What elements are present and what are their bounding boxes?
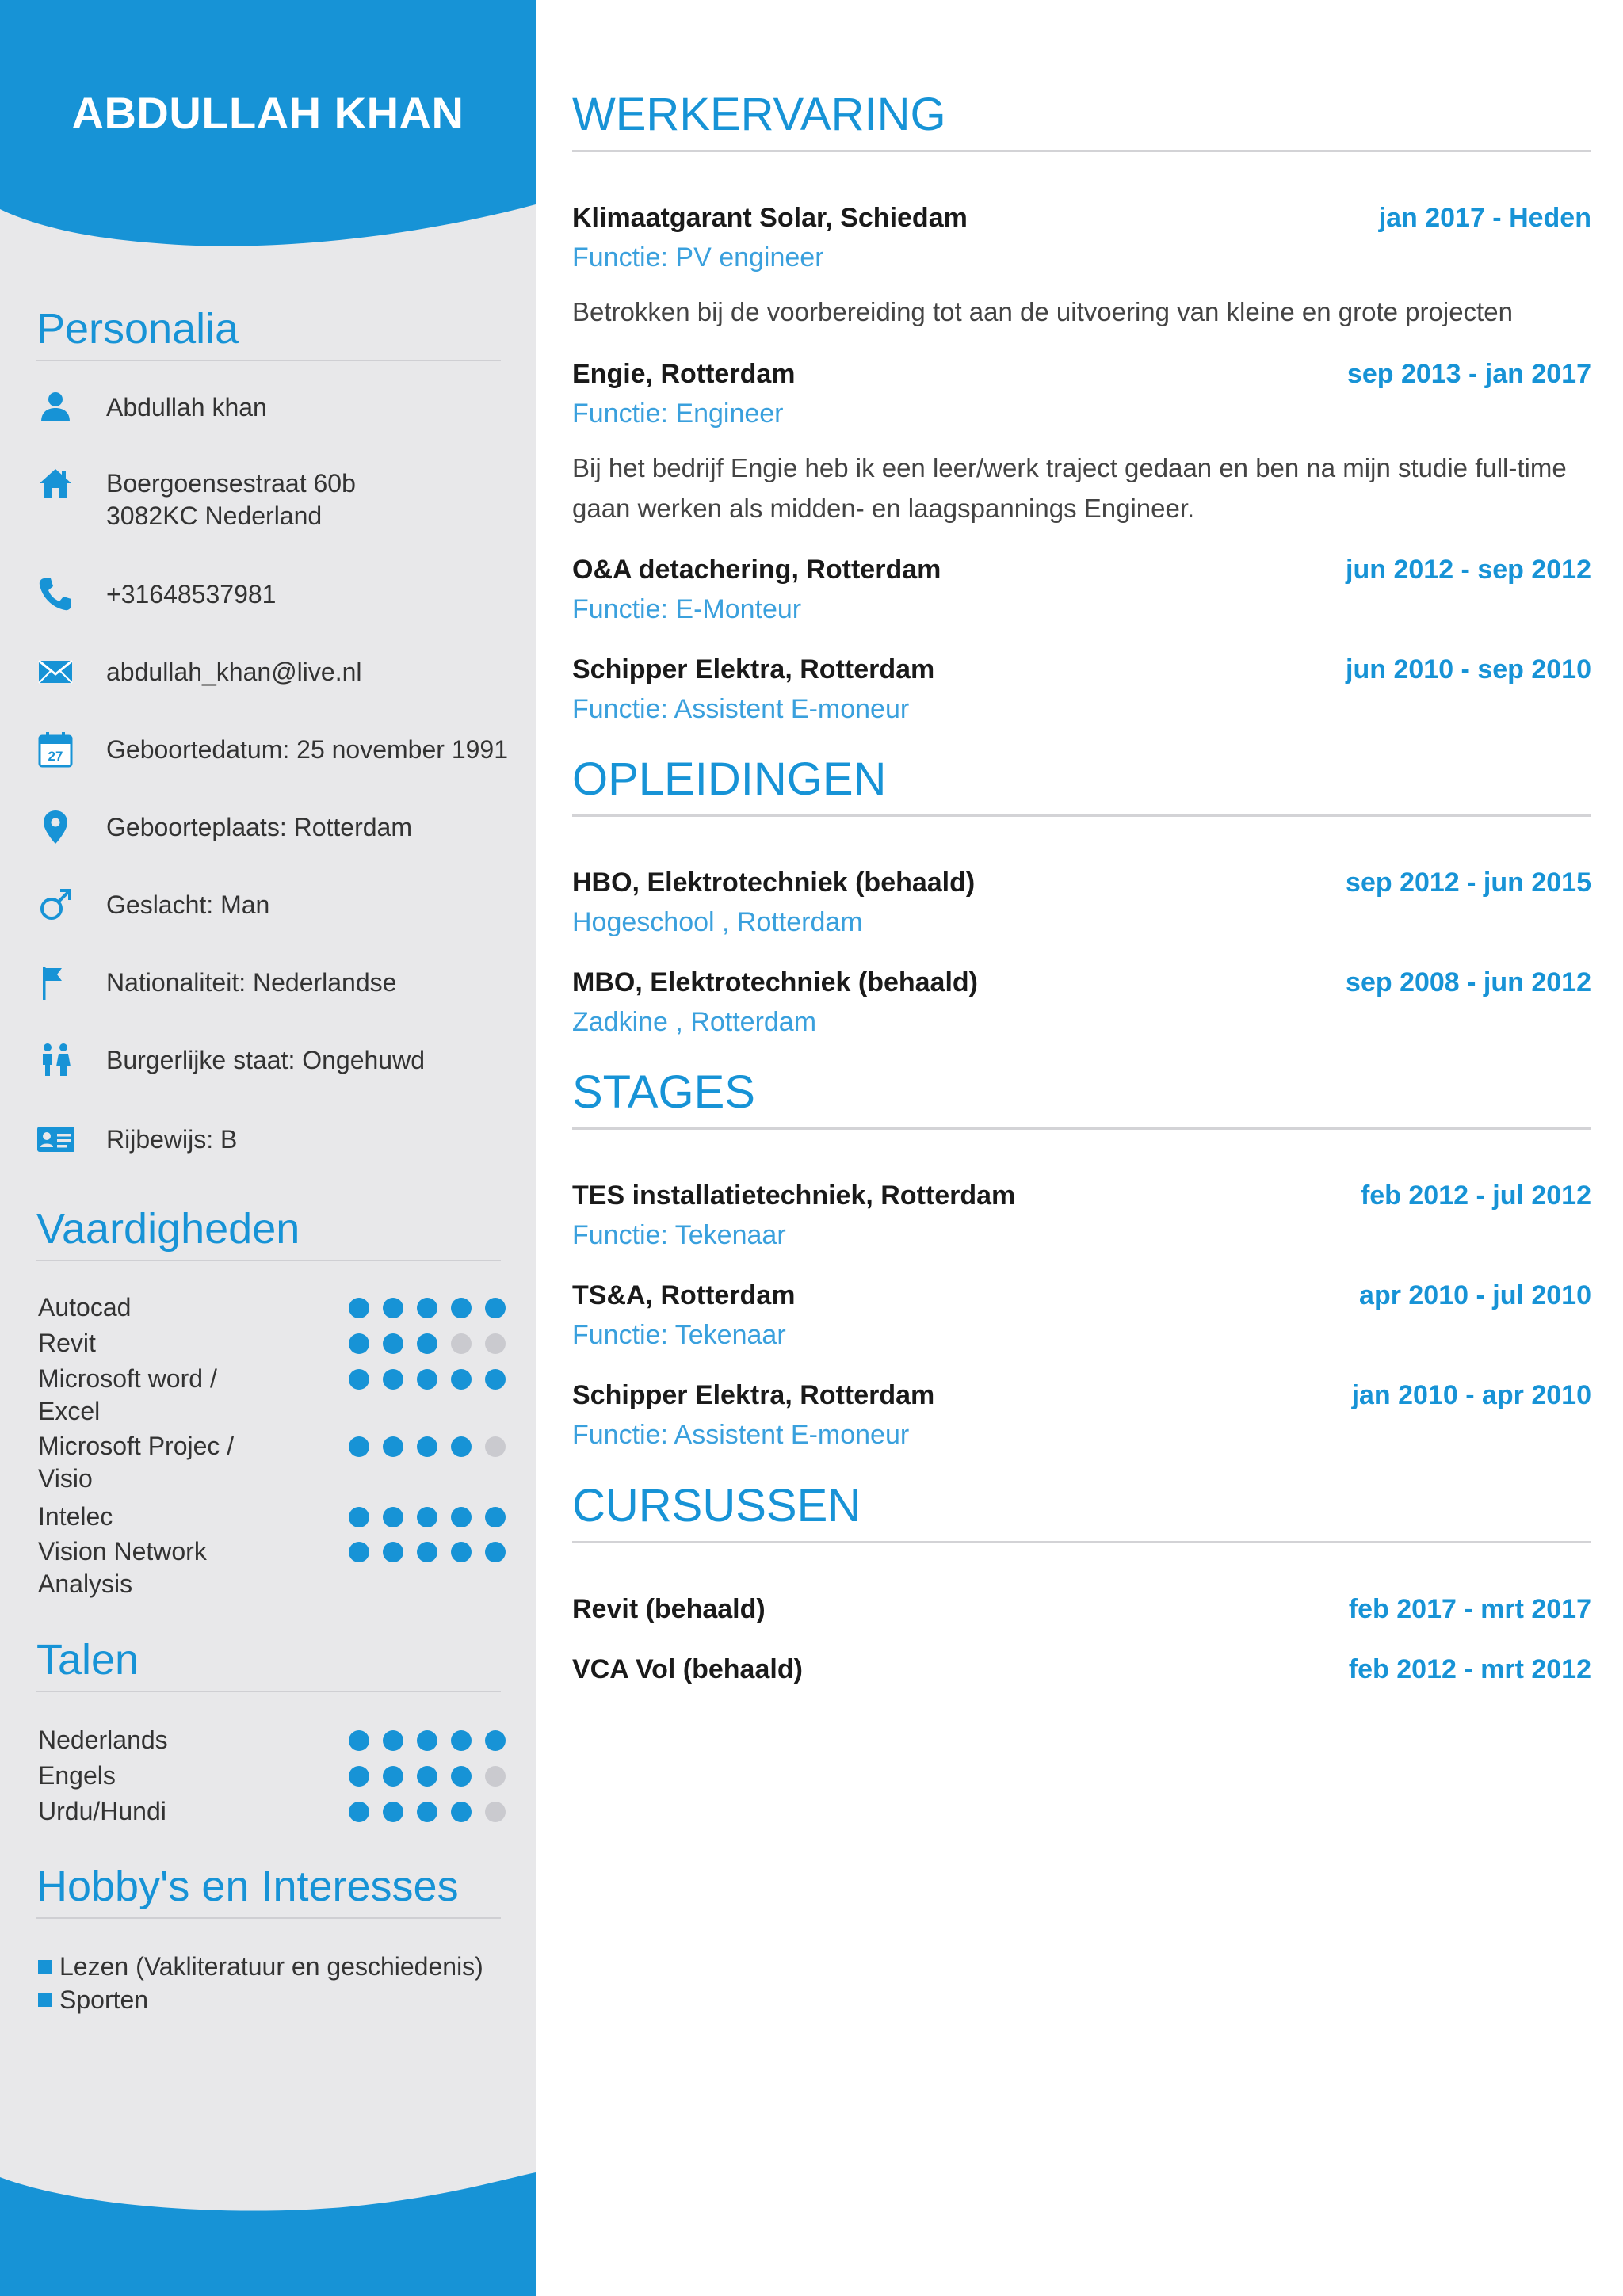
- entry-function: Functie: Assistent E-moneur: [572, 694, 910, 724]
- skill-rating: [335, 1542, 506, 1564]
- personalia-phone-row: [36, 575, 528, 631]
- rating-dot-filled: [485, 1369, 506, 1390]
- entry-title: VCA Vol (behaald): [572, 1654, 803, 1684]
- language-row: [38, 1760, 514, 1792]
- entry-date: feb 2012 - jul 2012: [1360, 1180, 1591, 1211]
- skill-row: [38, 1291, 514, 1324]
- address-street: Boergoensestraat 60b: [106, 469, 356, 498]
- entry-school: Zadkine , Rotterdam: [572, 1007, 817, 1037]
- sidebar-footer-wave: [0, 2131, 536, 2296]
- home-icon: [36, 464, 74, 502]
- entry-date: feb 2012 - mrt 2012: [1348, 1654, 1591, 1684]
- skill-label-line: Microsoft word /: [38, 1364, 217, 1393]
- rating-dot-filled: [485, 1298, 506, 1318]
- entry-date: apr 2010 - jul 2010: [1359, 1280, 1591, 1310]
- entry-date: sep 2013 - jan 2017: [1346, 359, 1591, 389]
- education-entry: [572, 963, 1591, 1042]
- rating-dot-filled: [417, 1369, 437, 1390]
- entry-function: Functie: PV engineer: [572, 242, 824, 273]
- rating-dot-filled: [349, 1802, 369, 1822]
- bullet-square-icon: [38, 1960, 52, 1974]
- internship-entry: [572, 1276, 1591, 1355]
- rating-dot-filled: [417, 1436, 437, 1457]
- stages-heading: STAGES: [572, 1066, 1591, 1130]
- work-entry: [572, 650, 1591, 729]
- entry-description: Bij het bedrijf Engie heb ik een leer/werk traject gedaan en ben na mijn studie full-time gaan werken als midden- en laagspannings Engineer.: [572, 453, 1567, 523]
- entry-title: Revit (behaald): [572, 1594, 766, 1624]
- address-city: 3082KC Nederland: [106, 502, 323, 530]
- entry-school: Hogeschool , Rotterdam: [572, 907, 863, 937]
- rating-dot-filled: [451, 1369, 472, 1390]
- mail-icon: [36, 653, 74, 691]
- language-label: Urdu/Hundi: [38, 1797, 166, 1825]
- phone-icon: [36, 575, 74, 613]
- entry-date: sep 2012 - jun 2015: [1346, 868, 1591, 898]
- rating-dot-filled: [451, 1507, 472, 1527]
- language-rating: [335, 1730, 506, 1753]
- language-rating: [335, 1802, 506, 1824]
- personalia-gender: Geslacht: Man: [106, 891, 270, 919]
- personalia-gender-row: [36, 886, 528, 941]
- rating-dot-filled: [451, 1542, 472, 1562]
- rating-dot-empty: [485, 1802, 506, 1822]
- entry-title: Engie, Rotterdam: [572, 359, 796, 389]
- personalia-license: Rijbewijs: B: [106, 1125, 238, 1154]
- rating-dot-filled: [383, 1507, 403, 1527]
- rating-dot-filled: [451, 1766, 472, 1787]
- rating-dot-filled: [417, 1298, 437, 1318]
- location-pin-icon: [36, 808, 74, 846]
- rating-dot-empty: [485, 1766, 506, 1787]
- entry-title: Schipper Elektra, Rotterdam: [572, 654, 935, 685]
- rating-dot-filled: [485, 1542, 506, 1562]
- sidebar: [0, 0, 536, 2296]
- person-icon: [36, 388, 74, 426]
- entry-function: Functie: Engineer: [572, 399, 784, 429]
- personalia-nationality-row: [36, 963, 528, 1019]
- hobby-text: Sporten: [59, 1985, 149, 2014]
- rating-dot-filled: [451, 1298, 472, 1318]
- personalia-email: abdullah_khan@live.nl: [106, 658, 362, 686]
- personalia-phone: +31648537981: [106, 580, 277, 608]
- rating-dot-filled: [451, 1730, 472, 1751]
- calendar-day-text: 27: [48, 749, 63, 764]
- rating-dot-filled: [349, 1730, 369, 1751]
- flag-icon: [36, 963, 74, 1001]
- language-row: [38, 1724, 514, 1756]
- rating-dot-filled: [417, 1766, 437, 1787]
- rating-dot-filled: [485, 1507, 506, 1527]
- skill-label: Revit: [38, 1329, 96, 1357]
- rating-dot-filled: [451, 1802, 472, 1822]
- skill-label: [38, 1430, 276, 1495]
- skill-label: Intelec: [38, 1502, 113, 1531]
- rating-dot-filled: [349, 1333, 369, 1354]
- entry-title: TES installatietechniek, Rotterdam: [572, 1180, 1016, 1211]
- rating-dot-filled: [417, 1333, 437, 1354]
- entry-date: jun 2012 - sep 2012: [1346, 555, 1591, 585]
- skill-rating: [335, 1369, 506, 1391]
- rating-dot-filled: [383, 1436, 403, 1457]
- personalia-civil-status-row: [36, 1041, 528, 1097]
- entry-date: sep 2008 - jun 2012: [1346, 967, 1591, 997]
- language-label: Engels: [38, 1761, 116, 1790]
- skill-label: [38, 1363, 276, 1428]
- language-row: [38, 1795, 514, 1828]
- skill-row: [38, 1430, 514, 1495]
- rating-dot-filled: [451, 1436, 472, 1457]
- internship-entry: [572, 1176, 1591, 1255]
- calendar-icon: [36, 730, 74, 769]
- course-entry: [572, 1589, 1591, 1629]
- rating-dot-filled: [349, 1436, 369, 1457]
- skill-row: [38, 1535, 514, 1600]
- rating-dot-empty: [485, 1333, 506, 1354]
- work-entry: [572, 198, 1591, 332]
- personalia-address: [106, 467, 356, 532]
- skill-label-line: Vision Network: [38, 1537, 207, 1566]
- personalia-birthdate: Geboortedatum: 25 november 1991: [106, 735, 508, 764]
- cursussen-heading: CURSUSSEN: [572, 1480, 1591, 1543]
- rating-dot-filled: [349, 1298, 369, 1318]
- rating-dot-filled: [417, 1802, 437, 1822]
- entry-title: O&A detachering, Rotterdam: [572, 555, 941, 585]
- skill-rating: [335, 1333, 506, 1356]
- rating-dot-filled: [383, 1298, 403, 1318]
- internship-entry: [572, 1375, 1591, 1455]
- rating-dot-filled: [417, 1542, 437, 1562]
- entry-description: Betrokken bij de voorbereiding tot aan de uitvoering van kleine en grote projecten: [572, 297, 1513, 326]
- rating-dot-empty: [451, 1333, 472, 1354]
- rating-dot-filled: [417, 1730, 437, 1751]
- rating-dot-filled: [383, 1333, 403, 1354]
- bullet-square-icon: [38, 1993, 52, 2007]
- personalia-name-row: [36, 388, 528, 444]
- skill-label-line: Visio: [38, 1464, 93, 1493]
- skill-label: [38, 1535, 276, 1600]
- rating-dot-filled: [383, 1802, 403, 1822]
- skill-row: [38, 1501, 514, 1533]
- hobby-item: [38, 1951, 483, 1983]
- entry-title: HBO, Elektrotechniek (behaald): [572, 868, 976, 898]
- hobby-item: [38, 1984, 148, 2016]
- personalia-civil-status: Burgerlijke staat: Ongehuwd: [106, 1046, 425, 1074]
- entry-function: Functie: Tekenaar: [572, 1320, 786, 1350]
- entry-title: Klimaatgarant Solar, Schiedam: [572, 203, 968, 233]
- rating-dot-filled: [417, 1507, 437, 1527]
- rating-dot-filled: [349, 1542, 369, 1562]
- skill-label-line: Microsoft Projec /: [38, 1432, 235, 1460]
- hobby-text: Lezen (Vakliteratuur en geschiedenis): [59, 1952, 483, 1981]
- rating-dot-filled: [383, 1542, 403, 1562]
- language-label: Nederlands: [38, 1726, 168, 1754]
- rating-dot-filled: [349, 1369, 369, 1390]
- personalia-birthdate-row: [36, 730, 528, 786]
- rating-dot-filled: [485, 1730, 506, 1751]
- entry-date: jan 2017 - Heden: [1378, 203, 1591, 233]
- id-card-icon: [36, 1120, 74, 1158]
- skill-label-line: Excel: [38, 1397, 101, 1425]
- entry-date: feb 2017 - mrt 2017: [1348, 1594, 1591, 1624]
- personalia-heading: Personalia: [36, 304, 501, 361]
- entry-function: Functie: Tekenaar: [572, 1220, 786, 1250]
- work-entry: [572, 354, 1591, 528]
- education-entry: [572, 863, 1591, 942]
- skill-rating: [335, 1298, 506, 1320]
- skill-rating: [335, 1436, 506, 1459]
- rating-dot-filled: [383, 1369, 403, 1390]
- vaardigheden-heading: Vaardigheden: [36, 1204, 501, 1261]
- entry-title: TS&A, Rotterdam: [572, 1280, 796, 1310]
- rating-dot-filled: [349, 1507, 369, 1527]
- personalia-license-row: [36, 1120, 528, 1176]
- rating-dot-filled: [383, 1730, 403, 1751]
- entry-date: jan 2010 - apr 2010: [1351, 1380, 1591, 1410]
- candidate-name: ABDULLAH KHAN: [71, 88, 464, 138]
- rating-dot-empty: [485, 1436, 506, 1457]
- male-symbol-icon: [36, 886, 74, 924]
- skill-label: Autocad: [38, 1293, 132, 1322]
- skill-label-line: Analysis: [38, 1569, 133, 1598]
- personalia-birthplace: Geboorteplaats: Rotterdam: [106, 813, 412, 841]
- entry-function: Functie: E-Monteur: [572, 594, 802, 624]
- talen-heading: Talen: [36, 1635, 501, 1692]
- rating-dot-filled: [383, 1766, 403, 1787]
- language-rating: [335, 1766, 506, 1788]
- werkervaring-heading: WERKERVARING: [572, 89, 1591, 152]
- skill-rating: [335, 1507, 506, 1529]
- course-entry: [572, 1650, 1591, 1689]
- personalia-birthplace-row: [36, 808, 528, 864]
- personalia-address-row: [36, 464, 528, 530]
- personalia-name: Abdullah khan: [106, 393, 267, 421]
- work-entry: [572, 550, 1591, 629]
- entry-date: jun 2010 - sep 2010: [1346, 654, 1591, 685]
- opleidingen-heading: OPLEIDINGEN: [572, 753, 1591, 817]
- personalia-nationality: Nationaliteit: Nederlandse: [106, 968, 397, 997]
- personalia-email-row: [36, 653, 528, 708]
- skill-row: [38, 1327, 514, 1360]
- hobbys-heading: Hobby's en Interesses: [36, 1862, 501, 1919]
- rating-dot-filled: [349, 1766, 369, 1787]
- entry-title: MBO, Elektrotechniek (behaald): [572, 967, 978, 997]
- entry-title: Schipper Elektra, Rotterdam: [572, 1380, 935, 1410]
- entry-function: Functie: Assistent E-moneur: [572, 1420, 910, 1450]
- couple-icon: [36, 1041, 74, 1079]
- skill-row: [38, 1363, 514, 1428]
